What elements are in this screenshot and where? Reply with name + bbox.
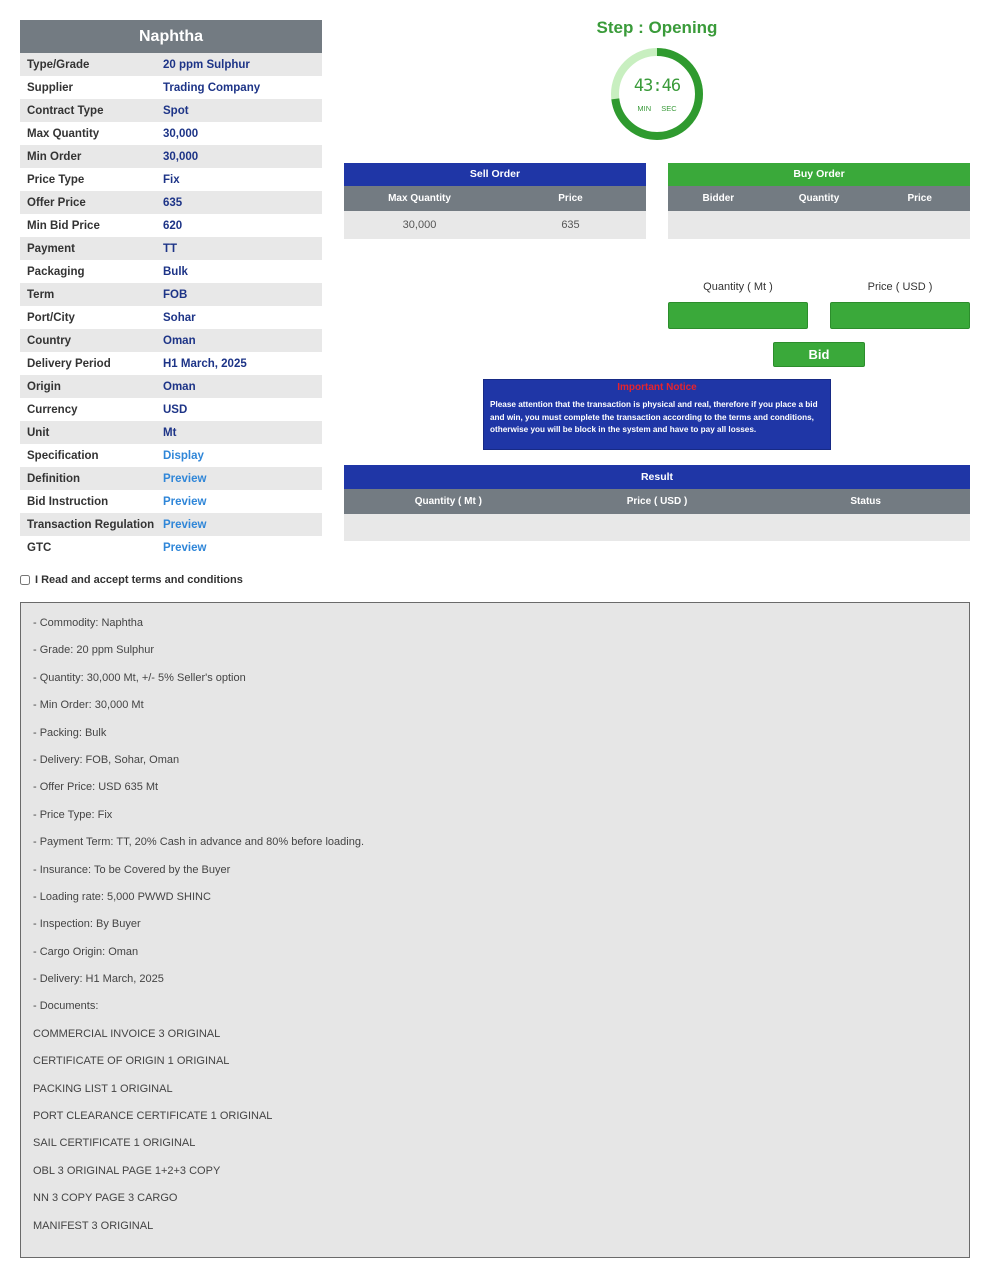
spec-value: 620	[163, 219, 183, 232]
detail-line: - Packing: Bulk	[33, 726, 107, 739]
spec-label: Type/Grade	[27, 58, 90, 71]
spec-link[interactable]: Preview	[163, 541, 207, 554]
bid-price-label: Price ( USD )	[867, 281, 933, 293]
spec-link[interactable]: Preview	[163, 472, 207, 485]
countdown-timer	[609, 46, 705, 142]
detail-line: - Price Type: Fix	[33, 808, 113, 821]
specification-table	[20, 20, 322, 559]
spec-link[interactable]: Preview	[163, 518, 207, 531]
detail-line: COMMERCIAL INVOICE 3 ORIGINAL	[33, 1027, 221, 1040]
notice-text: Please attention that the transaction is physical and real, therefore if you place a bid and win, you must complete the transaction according to the terms and conditions, otherwise you will be block in the system and have to pay all losses.	[490, 400, 818, 434]
spec-label: Port/City	[27, 311, 75, 324]
bid-price-input[interactable]	[830, 302, 970, 329]
detail-line: - Delivery: H1 March, 2025	[33, 973, 164, 986]
spec-label: Bid Instruction	[27, 495, 109, 508]
spec-value: 635	[163, 196, 183, 209]
terms-checkbox[interactable]	[20, 575, 30, 585]
spec-value: Oman	[163, 380, 196, 393]
sell-row-price: 635	[561, 219, 580, 231]
buy-order-table	[668, 163, 970, 239]
spec-row	[20, 490, 322, 513]
spec-row	[20, 283, 322, 306]
spec-row	[20, 191, 322, 214]
spec-row	[20, 421, 322, 444]
result-col-quantity: Quantity ( Mt )	[414, 496, 482, 507]
timer-time: 43:46	[633, 76, 681, 96]
detail-line: - Commodity: Naphtha	[33, 617, 144, 629]
detail-line: - Cargo Origin: Oman	[33, 945, 139, 958]
sell-order-title: Sell Order	[344, 163, 646, 186]
result-table	[344, 465, 970, 541]
result-body	[344, 514, 970, 541]
spec-label: Packaging	[27, 265, 85, 278]
spec-row	[20, 168, 322, 191]
offer-details-box	[20, 602, 970, 1258]
spec-label: Unit	[27, 426, 50, 439]
spec-row	[20, 260, 322, 283]
spec-label: Max Quantity	[27, 127, 100, 140]
buy-order-title: Buy Order	[668, 163, 970, 186]
spec-label: Payment	[27, 242, 75, 255]
spec-row	[20, 237, 322, 260]
detail-line: - Insurance: To be Covered by the Buyer	[33, 863, 231, 876]
sell-col-max-quantity: Max Quantity	[388, 193, 451, 204]
spec-label: Term	[27, 288, 55, 301]
spec-row	[20, 214, 322, 237]
timer-sec-label: SEC	[661, 104, 677, 113]
spec-value: FOB	[163, 288, 188, 301]
product-title: Naphtha	[20, 20, 322, 53]
spec-row	[20, 99, 322, 122]
sell-order-row	[344, 211, 646, 239]
spec-row	[20, 329, 322, 352]
spec-row	[20, 444, 322, 467]
spec-row	[20, 536, 322, 559]
spec-value: TT	[163, 242, 178, 255]
spec-value: H1 March, 2025	[163, 357, 247, 370]
spec-value: Trading Company	[163, 81, 261, 94]
sell-col-price: Price	[558, 193, 583, 204]
spec-value: Mt	[163, 426, 177, 439]
timer-min-label: MIN	[637, 104, 652, 113]
spec-row	[20, 306, 322, 329]
bid-quantity-input[interactable]	[668, 302, 808, 329]
buy-col-quantity: Quantity	[798, 193, 840, 204]
bid-button[interactable]: Bid	[773, 342, 865, 367]
spec-value: Spot	[163, 104, 189, 117]
spec-value: Bulk	[163, 265, 188, 278]
spec-row	[20, 352, 322, 375]
spec-value: 20 ppm Sulphur	[163, 58, 250, 71]
spec-label: Offer Price	[27, 196, 86, 209]
spec-row	[20, 513, 322, 536]
spec-value: Sohar	[163, 311, 196, 324]
result-col-status: Status	[850, 496, 881, 507]
spec-row	[20, 375, 322, 398]
detail-line: OBL 3 ORIGINAL PAGE 1+2+3 COPY	[33, 1164, 221, 1177]
spec-label: Transaction Regulation	[27, 518, 155, 531]
detail-line: - Grade: 20 ppm Sulphur	[33, 644, 155, 657]
bid-quantity-label: Quantity ( Mt )	[703, 281, 773, 293]
spec-row	[20, 53, 322, 76]
terms-label: I Read and accept terms and conditions	[35, 574, 243, 586]
buy-col-price: Price	[907, 193, 932, 204]
spec-row	[20, 467, 322, 490]
spec-row	[20, 122, 322, 145]
sell-row-quantity: 30,000	[402, 219, 437, 231]
detail-line: SAIL CERTIFICATE 1 ORIGINAL	[33, 1137, 196, 1150]
spec-value: 30,000	[163, 150, 199, 163]
sell-order-table	[344, 163, 646, 239]
result-columns	[344, 489, 970, 514]
detail-line: - Quantity: 30,000 Mt, +/- 5% Seller's option	[33, 671, 246, 684]
notice-title: Important Notice	[617, 382, 697, 393]
detail-line: PORT CLEARANCE CERTIFICATE 1 ORIGINAL	[33, 1110, 273, 1123]
spec-label: Min Order	[27, 150, 82, 163]
important-notice	[483, 379, 831, 450]
spec-label: Definition	[27, 472, 81, 485]
spec-value: USD	[163, 403, 188, 416]
spec-label: Contract Type	[27, 104, 104, 117]
spec-label: Supplier	[27, 81, 74, 94]
sell-order-columns	[344, 186, 646, 211]
step-status: Step : Opening	[596, 18, 718, 37]
timer-units	[609, 104, 705, 113]
detail-line: - Loading rate: 5,000 PWWD SHINC	[33, 890, 211, 903]
spec-label: Delivery Period	[27, 357, 111, 370]
spec-row	[20, 76, 322, 99]
buy-order-body	[668, 211, 970, 239]
terms-checkbox-row[interactable]	[20, 574, 243, 586]
spec-label: GTC	[27, 541, 52, 554]
buy-order-columns	[668, 186, 970, 211]
result-title: Result	[344, 465, 970, 489]
spec-link[interactable]: Display	[163, 449, 204, 462]
spec-label: Country	[27, 334, 72, 347]
spec-label: Origin	[27, 380, 61, 393]
detail-line: - Min Order: 30,000 Mt	[33, 699, 144, 712]
result-col-price: Price ( USD )	[626, 496, 688, 507]
detail-line: - Payment Term: TT, 20% Cash in advance and 80% before loading.	[33, 836, 365, 849]
spec-value: Oman	[163, 334, 196, 347]
spec-value: Fix	[163, 173, 180, 186]
spec-link[interactable]: Preview	[163, 495, 207, 508]
detail-line: NN 3 COPY PAGE 3 CARGO	[33, 1192, 178, 1205]
spec-label: Min Bid Price	[27, 219, 100, 232]
detail-line: - Offer Price: USD 635 Mt	[33, 781, 159, 794]
detail-line: PACKING LIST 1 ORIGINAL	[33, 1082, 173, 1095]
detail-line: - Documents:	[33, 1000, 99, 1013]
detail-line: - Delivery: FOB, Sohar, Oman	[33, 753, 180, 766]
detail-line: - Inspection: By Buyer	[33, 918, 141, 931]
spec-row	[20, 145, 322, 168]
buy-col-bidder: Bidder	[702, 193, 735, 204]
spec-label: Specification	[27, 449, 99, 462]
spec-rows	[20, 53, 322, 559]
detail-line: CERTIFICATE OF ORIGIN 1 ORIGINAL	[33, 1055, 230, 1068]
spec-label: Price Type	[27, 173, 85, 186]
spec-value: 30,000	[163, 127, 199, 140]
detail-line: MANIFEST 3 ORIGINAL	[33, 1219, 154, 1232]
spec-row	[20, 398, 322, 421]
spec-label: Currency	[27, 403, 78, 416]
